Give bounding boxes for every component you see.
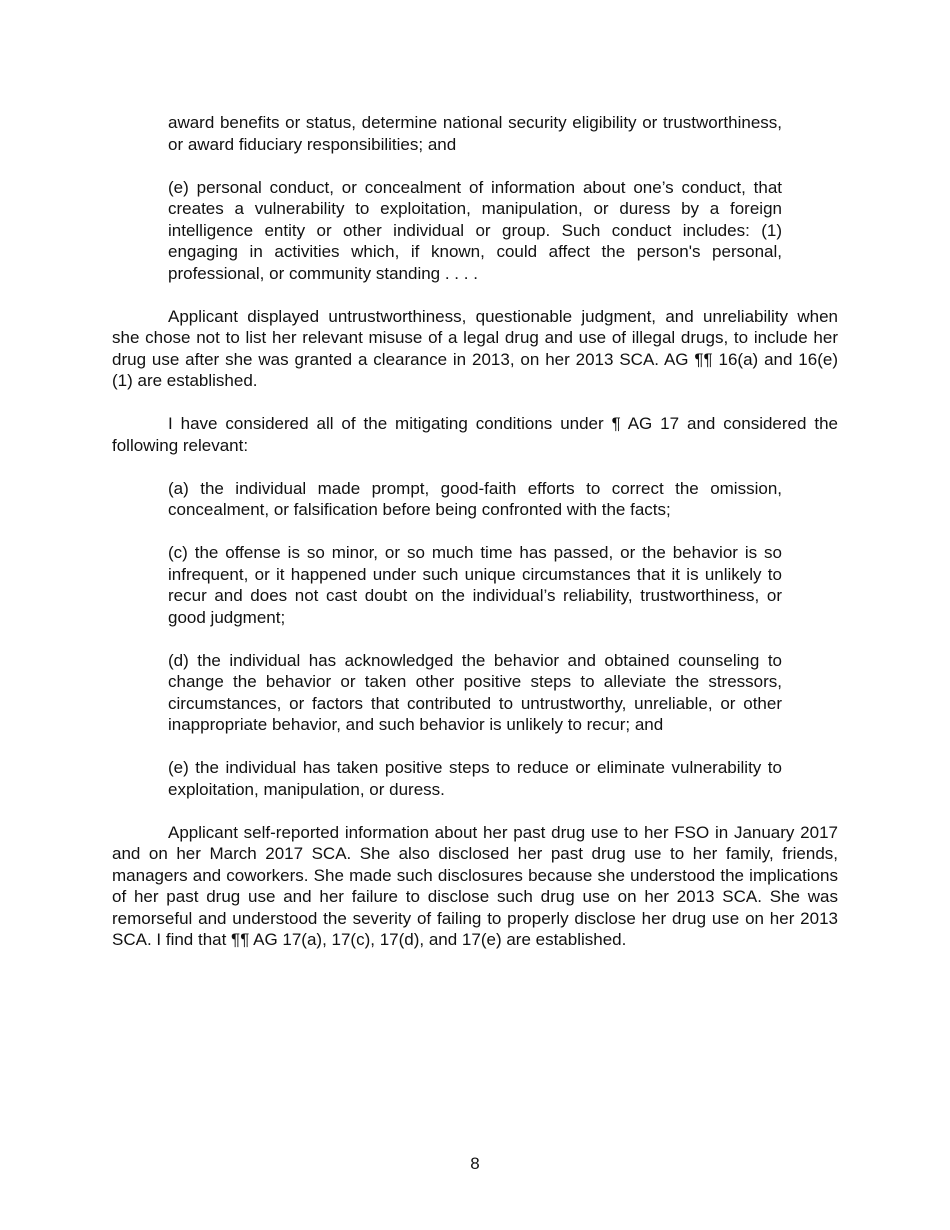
- quote-mitigating-17a: (a) the individual made prompt, good-faith efforts to correct the omission, concealment, or falsification before being confronted with the facts;: [168, 478, 782, 519]
- quote-award-benefits-continuation: award benefits or status, determine national security eligibility or trustworthiness, or award fiduciary responsibilities; and: [168, 113, 782, 154]
- document-page: [112, 112, 838, 972]
- paragraph-ag17-findings: Applicant self-reported information about her past drug use to her FSO in January 2017 and on her March 2017 SCA. She also disclosed her past drug use to her family, friends, managers and coworkers. She made such disclosures because she understood the implications of her past drug use and her failure to disclose such drug use on her 2013 SCA. She was remorseful and understood the severity of failing to properly disclose her drug use on her 2013 SCA. I find that ¶¶ AG 17(a), 17(c), 17(d), and 17(e) are established.: [112, 822, 838, 949]
- page-number: 8: [470, 1154, 480, 1173]
- quote-mitigating-17c: (c) the offense is so minor, or so much time has passed, or the behavior is so infrequent, or it happened under such unique circumstances that it is unlikely to recur and does not cast doubt on the individual’s reliability, trustworthiness, or good judgment;: [168, 543, 782, 627]
- quote-mitigating-17d: (d) the individual has acknowledged the behavior and obtained counseling to change the behavior or taken other positive steps to alleviate the stressors, circumstances, or factors that contributed to untrustworthy, unreliable, or other inappropriate behavior, and such behavior is unlikely to recur; and: [168, 650, 782, 734]
- quote-condition-16e: (e) personal conduct, or concealment of information about one’s conduct, that creates a vulnerability to exploitation, manipulation, or duress by a foreign intelligence entity or other individual or group. Such conduct includes: (1) engaging in activities which, if known, could affect the person's personal, professional, or community standing . . . .: [168, 177, 782, 283]
- quote-mitigating-17e: (e) the individual has taken positive steps to reduce or eliminate vulnerability to exploitation, manipulation, or duress.: [168, 758, 782, 799]
- paragraph-ag16-analysis: Applicant displayed untrustworthiness, questionable judgment, and unreliability when she chose not to list her relevant misuse of a legal drug and use of illegal drugs, to include her drug use after she was granted a clearance in 2013, on her 2013 SCA. AG ¶¶ 16(a) and 16(e)(1) are established.: [112, 306, 838, 390]
- paragraph-mitigating-intro: I have considered all of the mitigating conditions under ¶ AG 17 and considered the following relevant:: [112, 414, 838, 455]
